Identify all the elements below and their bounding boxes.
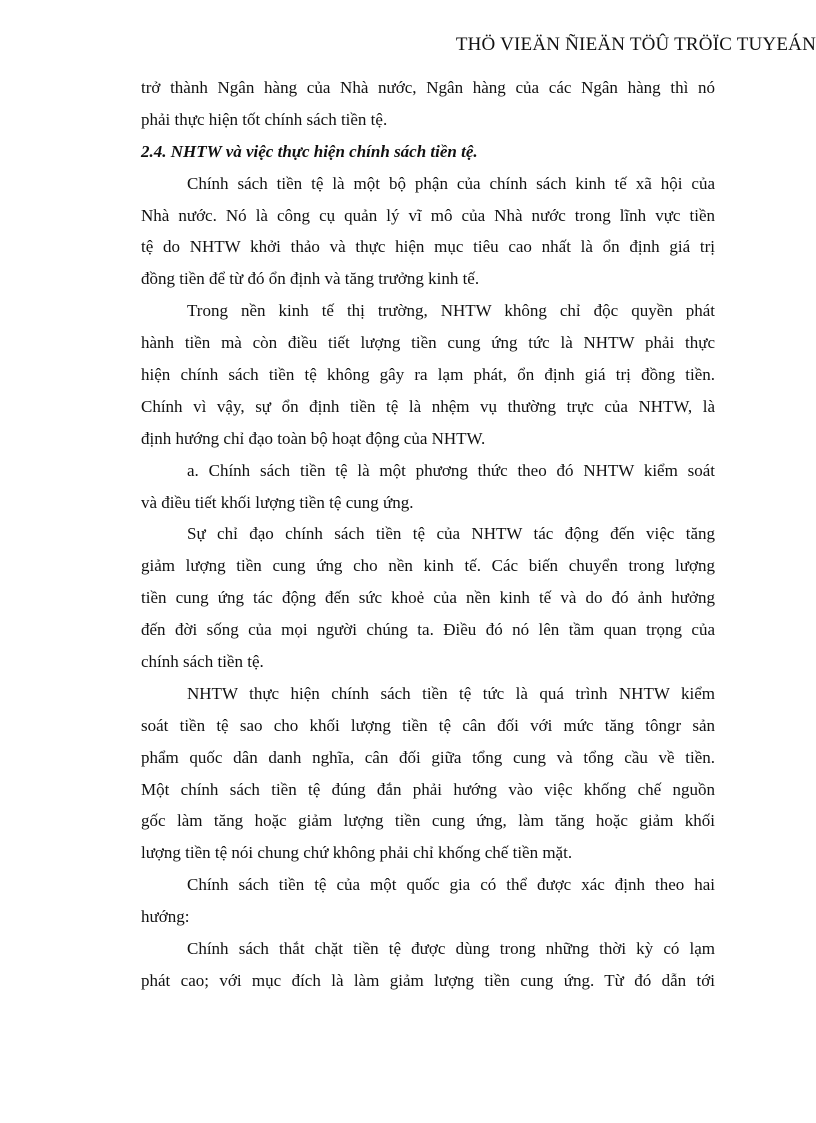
text-line: đến đời sống của mọi người chúng ta. Điều đó nó lên tầm quan trọng của (141, 620, 715, 640)
text-line: phát cao; với mục đích là làm giảm lượng tiền cung ứng. Từ đó dẫn tới (141, 970, 715, 990)
text-line: trở thành Ngân hàng của Nhà nước, Ngân hàng của các Ngân hàng thì nó (141, 78, 715, 97)
text-line: và điều tiết khối lượng tiền tệ cung ứng. (141, 492, 414, 512)
section-heading: 2.4. NHTW và việc thực hiện chính sách tiền tệ. (141, 141, 478, 161)
text-line: tiền cung ứng tác động đến sức khoẻ của nền kinh tế và do đó ảnh hưởng (141, 588, 715, 608)
text-line: Chính sách tiền tệ là một bộ phận của chính sách kinh tế xã hội của (187, 173, 715, 193)
text-line: Sự chỉ đạo chính sách tiền tệ của NHTW tác động đến việc tăng (187, 524, 715, 544)
text-line: phẩm quốc dân danh nghĩa, cân đối giữa tổng cung và tổng cầu về tiền. (141, 747, 715, 767)
text-line: Nhà nước. Nó là công cụ quản lý vĩ mô của Nhà nước trong lĩnh vực tiền (141, 205, 715, 225)
text-line: chính sách tiền tệ. (141, 652, 264, 672)
text-line: đồng tiền để từ đó ổn định và tăng trưởng kinh tế. (141, 269, 480, 289)
text-line: lượng tiền tệ nói chung chứ không phải chỉ khống chế tiền mặt. (141, 843, 573, 863)
text-line: phải thực hiện tốt chính sách tiền tệ. (141, 109, 388, 129)
text-line: giảm lượng tiền cung ứng cho nền kinh tế. Các biến chuyển trong lượng (141, 556, 715, 576)
text-line: gốc làm tăng hoặc giảm lượng tiền cung ứng, làm tăng hoặc giảm khối (141, 811, 715, 831)
text-line: Trong nền kinh tế thị trường, NHTW không chỉ độc quyền phát (187, 301, 715, 321)
text-line: Chính sách thắt chặt tiền tệ được dùng trong những thời kỳ có lạm (187, 939, 715, 959)
text-line: hướng: (141, 907, 190, 927)
text-line: hành tiền mà còn điều tiết lượng tiền cung ứng tức là NHTW phải thực (141, 333, 715, 353)
text-line: hiện chính sách tiền tệ không gây ra lạm phát, ổn định giá trị đồng tiền. (141, 365, 715, 385)
text-line: định hướng chỉ đạo toàn bộ hoạt động của NHTW. (141, 428, 486, 448)
text-line: soát tiền tệ sao cho khối lượng tiền tệ cân đối với mức tăng tôngr sản (141, 715, 715, 735)
text-line: tệ do NHTW khởi thảo và thực hiện mục tiêu cao nhất là ổn định giá trị (141, 237, 715, 257)
page-header-title: THÖ VIEÄN ÑIEÄN TÖÛ TRÖÏC TUYEÁN (455, 34, 816, 55)
text-line: Chính sách tiền tệ của một quốc gia có thể được xác định theo hai (187, 875, 715, 895)
document-body (141, 72, 715, 997)
text-line: Chính vì vậy, sự ổn định tiền tệ là nhệm vụ thường trực của NHTW, là (141, 396, 715, 416)
text-line: Một chính sách tiền tệ đúng đắn phải hướng vào việc khống chế nguồn (141, 779, 715, 799)
text-line: a. Chính sách tiền tệ là một phương thức theo đó NHTW kiểm soát (187, 460, 715, 480)
text-line: NHTW thực hiện chính sách tiền tệ tức là quá trình NHTW kiểm (187, 683, 715, 703)
